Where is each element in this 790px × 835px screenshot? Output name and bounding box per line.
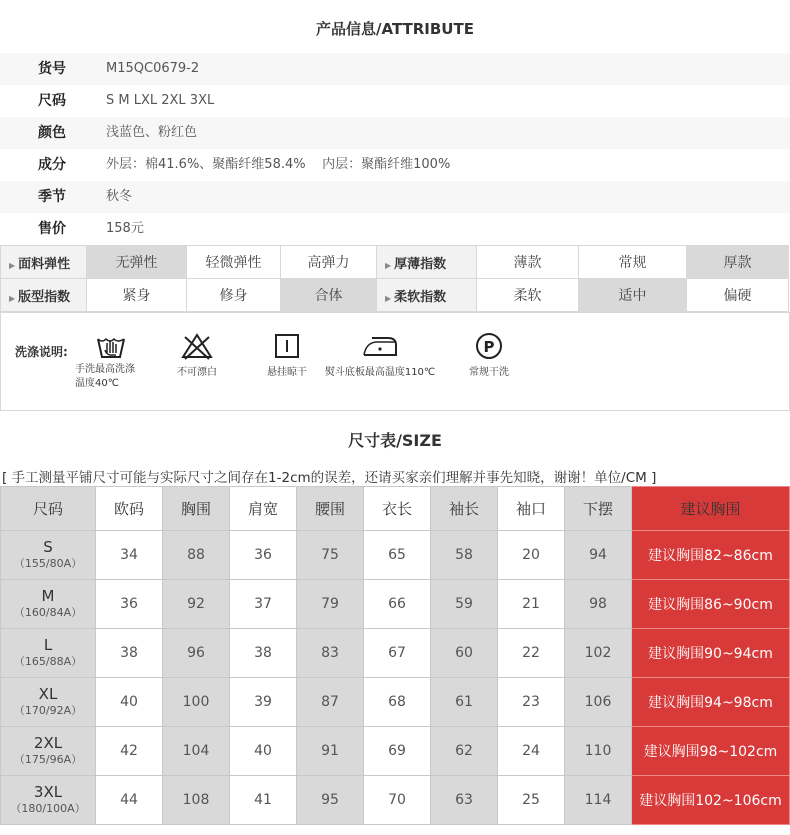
index-option: 高弹力 [281,246,377,279]
size-value-cell: 79 [297,580,364,629]
size-code: 2XL [33,734,63,752]
size-value-cell: 104 [163,727,230,776]
size-value-cell: 41 [230,776,297,825]
size-cell [1,629,96,678]
size-value-cell: 42 [96,727,163,776]
size-value-cell: 92 [163,580,230,629]
index-row-1 [1,246,789,279]
size-table [0,486,790,825]
wash-item [169,331,225,378]
size-value-cell: 36 [230,531,297,580]
size-value-cell: 40 [230,727,297,776]
size-value-cell: 87 [297,678,364,727]
recommended-bust-cell: 建议胸围86~90cm [632,580,790,629]
size-header-cell: 胸围 [163,487,230,531]
attribute-row [0,213,790,245]
attribute-row [0,85,790,117]
size-header-row [1,487,790,531]
size-value-cell: 110 [565,727,632,776]
wash-item-text: 手洗最高洗涤 温度40℃ [75,364,135,389]
size-spec: （160/84A） [13,606,83,619]
size-code: XL [38,685,58,703]
size-header-cell: 袖口 [498,487,565,531]
size-value-cell: 100 [163,678,230,727]
size-value-cell: 38 [96,629,163,678]
attribute-value: 浅蓝色、粉红色 [106,125,198,140]
index-grid [0,245,789,312]
size-value-cell: 36 [96,580,163,629]
attribute-label: 颜色 [38,125,66,141]
no-bleach-icon [180,331,214,361]
index-option: 紧身 [87,279,187,312]
size-cell [1,531,96,580]
dry-clean-icon [472,331,506,361]
size-code: 3XL [33,783,63,801]
size-value-cell: 98 [565,580,632,629]
size-value-cell: 37 [230,580,297,629]
size-value-cell: 40 [96,678,163,727]
size-value-cell: 63 [431,776,498,825]
size-cell [1,727,96,776]
size-value-cell: 91 [297,727,364,776]
index-option: 薄款 [477,246,579,279]
index-label: ▶ 版型指数 [1,279,87,312]
attribute-row [0,117,790,149]
size-value-cell: 34 [96,531,163,580]
attribute-row [0,149,790,181]
size-value-cell: 25 [498,776,565,825]
size-header-cell: 尺码 [1,487,96,531]
size-value-cell: 65 [364,531,431,580]
size-value-cell: 69 [364,727,431,776]
index-label: ▶ 柔软指数 [377,279,477,312]
attribute-value: 外层：棉41.6%、聚酯纤维58.4% 内层：聚酯纤维100% [106,157,451,172]
attribute-value: S M LXL 2XL 3XL [106,93,215,108]
index-option: 适中 [579,279,687,312]
triangle-icon: ▶ [9,260,16,270]
index-option: 厚款 [687,246,789,279]
index-option: 修身 [187,279,281,312]
wash-item [75,331,147,391]
size-value-cell: 20 [498,531,565,580]
attribute-label: 尺码 [38,93,66,109]
size-spec: （170/92A） [13,704,83,717]
table-row [1,727,790,776]
attribute-row [0,53,790,85]
recommended-bust-cell: 建议胸围90~94cm [632,629,790,678]
triangle-icon: ▶ [385,293,392,303]
index-row-2 [1,279,789,312]
triangle-icon: ▶ [385,260,392,270]
wash-item [321,331,439,378]
index-option: 轻微弹性 [187,246,281,279]
attribute-row [0,181,790,213]
wash-item-text: 不可漂白 [177,367,217,378]
size-value-cell: 38 [230,629,297,678]
wash-item [461,331,517,378]
size-code: L [43,636,53,654]
attribute-label: 成分 [38,157,66,173]
size-spec: （175/96A） [13,753,83,766]
size-value-cell: 23 [498,678,565,727]
attribute-title: 产品信息/ATTRIBUTE [316,20,474,38]
attribute-label: 季节 [38,189,66,205]
size-value-cell: 94 [565,531,632,580]
attribute-value: M15QC0679-2 [106,61,200,76]
recommended-bust-cell: 建议胸围98~102cm [632,727,790,776]
size-title: 尺寸表/SIZE [348,431,442,450]
size-cell [1,678,96,727]
size-value-cell: 59 [431,580,498,629]
recommended-bust-cell: 建议胸围102~106cm [632,776,790,825]
wash-item [259,331,315,378]
size-value-cell: 70 [364,776,431,825]
measurement-note: [ 手工测量平铺尺寸可能与实际尺寸之间存在1-2cm的误差，还请买家亲们理解并事先知晓，谢谢！单位/CM ] [2,470,657,486]
size-header-cell: 欧码 [96,487,163,531]
size-code: S [43,538,53,556]
hand-wash-icon [94,331,128,361]
size-value-cell: 62 [431,727,498,776]
table-row [1,629,790,678]
recommended-bust-cell: 建议胸围94~98cm [632,678,790,727]
index-option: 合体 [281,279,377,312]
attribute-label: 货号 [38,61,66,77]
size-code: M [41,587,55,605]
svg-text:P: P [483,338,495,356]
size-value-cell: 22 [498,629,565,678]
size-spec: （155/80A） [13,557,83,570]
iron-icon [360,331,400,361]
size-value-cell: 96 [163,629,230,678]
index-option: 柔软 [477,279,579,312]
size-value-cell: 106 [565,678,632,727]
size-value-cell: 61 [431,678,498,727]
size-value-cell: 75 [297,531,364,580]
size-header-cell: 袖长 [431,487,498,531]
size-value-cell: 24 [498,727,565,776]
hang-dry-icon [270,331,304,361]
attribute-value: 158元 [106,221,144,236]
size-header-cell: 肩宽 [230,487,297,531]
size-spec: （165/88A） [13,655,83,668]
table-row [1,580,790,629]
triangle-icon: ▶ [9,293,16,303]
size-value-cell: 21 [498,580,565,629]
size-header-cell: 衣长 [364,487,431,531]
wash-label: 洗涤说明: [15,345,68,359]
wash-instructions [0,312,790,411]
size-value-cell: 108 [163,776,230,825]
table-row [1,776,790,825]
table-row [1,531,790,580]
size-cell [1,580,96,629]
index-label: ▶ 面料弹性 [1,246,87,279]
index-option: 无弹性 [87,246,187,279]
size-value-cell: 114 [565,776,632,825]
wash-item-text: 熨斗底板最高温度110℃ [324,367,436,378]
size-value-cell: 58 [431,531,498,580]
attribute-label: 售价 [38,221,66,237]
index-option: 常规 [579,246,687,279]
size-value-cell: 44 [96,776,163,825]
table-row [1,678,790,727]
size-spec: （180/100A） [10,802,86,815]
size-value-cell: 68 [364,678,431,727]
size-value-cell: 67 [364,629,431,678]
size-value-cell: 102 [565,629,632,678]
size-value-cell: 66 [364,580,431,629]
size-header-cell: 下摆 [565,487,632,531]
index-label: ▶ 厚薄指数 [377,246,477,279]
size-value-cell: 95 [297,776,364,825]
size-cell [1,776,96,825]
size-header-cell: 腰围 [297,487,364,531]
wash-item-text: 悬挂晾干 [267,367,307,378]
attribute-value: 秋冬 [106,189,133,204]
size-value-cell: 60 [431,629,498,678]
wash-item-text: 常规干洗 [469,367,509,378]
size-header-cell: 建议胸围 [632,487,790,531]
recommended-bust-cell: 建议胸围82~86cm [632,531,790,580]
size-value-cell: 83 [297,629,364,678]
size-value-cell: 88 [163,531,230,580]
size-value-cell: 39 [230,678,297,727]
index-option: 偏硬 [687,279,789,312]
